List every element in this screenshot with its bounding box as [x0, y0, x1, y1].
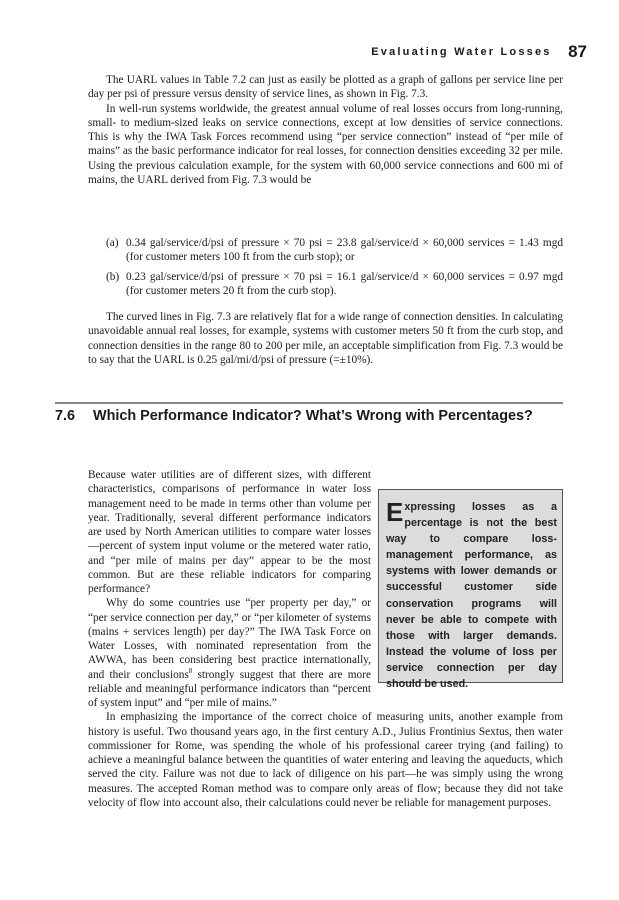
- pullquote: [378, 489, 563, 691]
- list-item-label: (a): [106, 237, 119, 249]
- pullquote-drop-cap: E: [386, 497, 404, 527]
- footnote-reference: 8: [188, 666, 193, 675]
- paragraph: In well-run systems worldwide, the greatest annual volume of real losses occurs from long-running, small- to medium-sized leaks on service connections, except at low densities of service connections. This is why the IWA Task Forces recommend using “per service connection” instead of “per mile of mains” as the basic performance indicator for real losses, for connection densities exceeding 32 per mile. Using the previous calculation example, for the system with 60,000 service connections and 600 mi of mains, the UARL derived from Fig. 7.3 would be: [88, 102, 563, 186]
- page-number: 87: [568, 42, 587, 61]
- section-divider: [55, 402, 563, 404]
- paragraph-text: Why do some countries use “per property per day,” or “per service connection per day,” or “per kilometer of systems (mains + services length) per day?” The IWA Task Force on Water Losses, with nominated representation from the AWWA, has been considering best practice internationally, and their conclusions: [88, 597, 371, 681]
- paragraph: In emphasizing the importance of the correct choice of measuring units, another example from history is useful. Two thousand years ago, in the first century A.D., Julius Frontinius Sextus, then water commissioner for Rome, was spending the whole of his professional career trying (and failing) to achieve a meaningful balance between the quantities of water entering and leaving the aqueducts, which served the city. Failure was not due to lack of diligence on his part—he was simply using the wrong measures. The accepted Roman method was to compare only areas of flow; because they did not take velocity of flow into account also, their calculations could never be reliable for management purposes.: [88, 711, 563, 809]
- calculation-list: [106, 236, 563, 303]
- list-item-text: 0.34 gal/service/d/psi of pressure × 70 psi = 23.8 gal/service/d × 60,000 services = 1.43 mgd (for customer meters 100 ft from the curb stop); or: [126, 237, 563, 264]
- section-number: 7.6: [55, 408, 76, 424]
- list-item-label: (b): [106, 270, 120, 283]
- list-item: [106, 270, 563, 299]
- paragraph: The curved lines in Fig. 7.3 are relatively flat for a wide range of connection densities. In calculating unavoidable annual real losses, for example, systems with customer meters 50 ft from the curb stop, and connection densities in the range 80 to 200 per mile, an acceptable simplification from Fig. 7.3 would be to say that the UARL is 0.25 gal/mi/d/psi of pressure (=±10%).: [88, 311, 563, 366]
- running-head-title: Evaluating Water Losses: [371, 46, 552, 58]
- after-list-text: [88, 310, 563, 367]
- paragraph: Because water utilities are of different sizes, with different characteristics, comparisons of performance in water loss management need to be made in terms other than volume per year. Traditionally, several different performance indicators are used by North American utilities to compare water losses—percent of system input volume or the metered water ratio, and “per mile of mains per day” appear to be the most common. But are these reliable indicators for comparing performance?: [88, 469, 371, 595]
- section-title: Which Performance Indicator? What’s Wrong with Percentages?: [93, 408, 533, 424]
- section-heading: [55, 408, 533, 424]
- running-head: [371, 42, 587, 62]
- pullquote-text: xpressing losses as a percentage is not the best way to compare loss-management performance, as systems with lower demands or successful customer side conservation programs will never be able to compete with those with larger demands. Instead the volume of loss per service connection per day should be used.: [386, 501, 557, 691]
- paragraph: The UARL values in Table 7.2 can just as easily be plotted as a graph of gallons per service line per day per psi of pressure versus density of service lines, as shown in Fig. 7.3.: [88, 74, 563, 101]
- list-item: [106, 236, 563, 265]
- paragraph-text: strongly suggest that there are more reliable and meaningful performance indicators than “percent of system input” and “per mile of mains.”: [88, 668, 371, 709]
- intro-text: [88, 73, 563, 187]
- list-item-text: 0.23 gal/service/d/psi of pressure × 70 psi = 16.1 gal/service/d × 60,000 services = 0.97 mgd (for customer meters 20 ft from the curb stop).: [126, 270, 563, 297]
